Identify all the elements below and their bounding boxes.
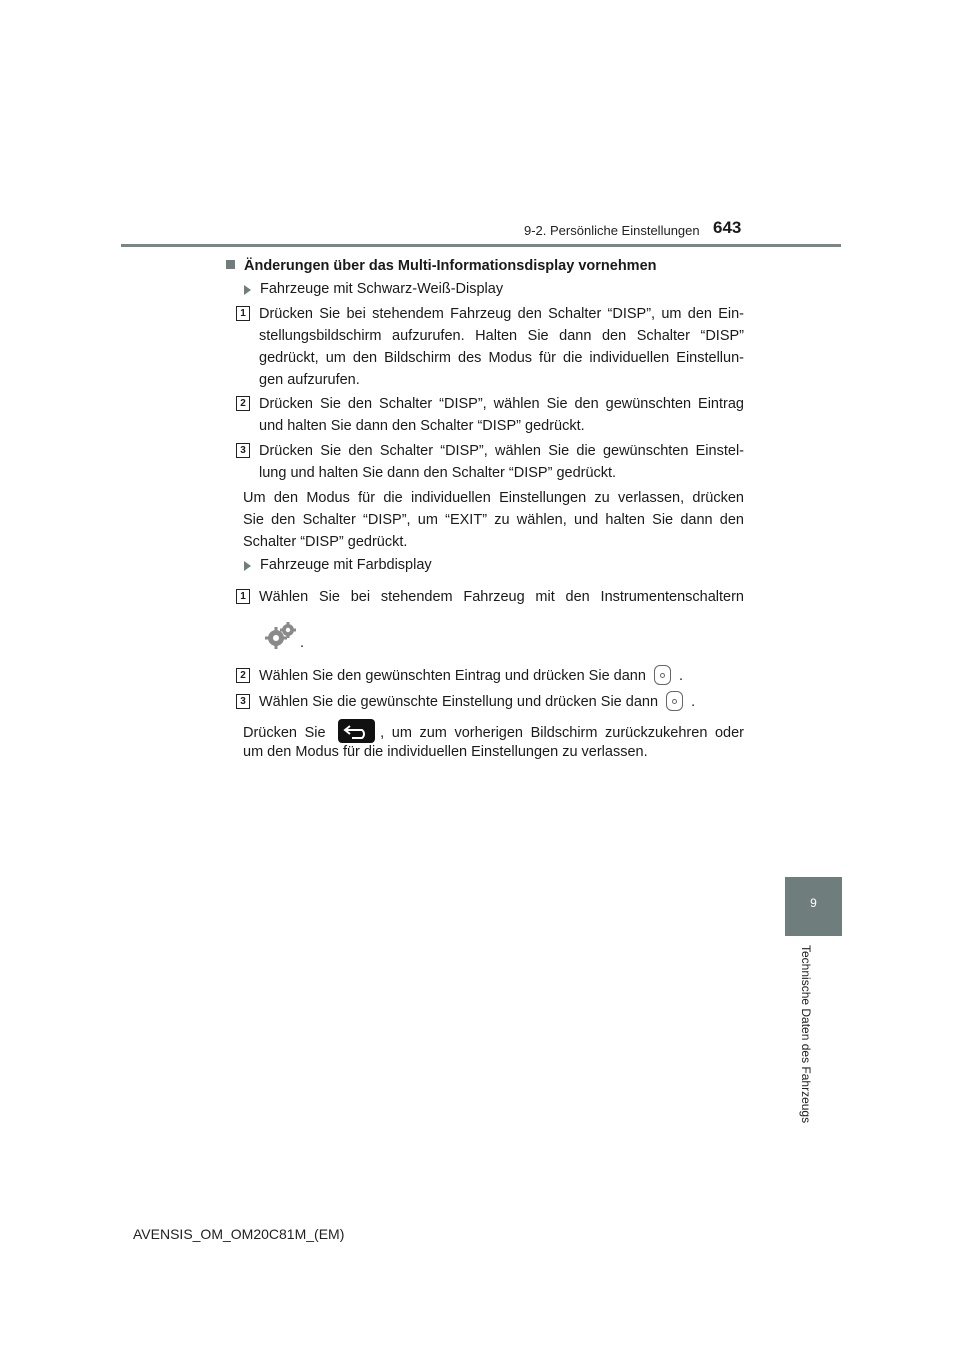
back-text-part: , um zum vorherigen Bildschirm zurückzukehren oder	[380, 725, 745, 741]
header-divider	[121, 244, 841, 247]
triangle-bullet-icon	[244, 285, 251, 295]
step-number: 2	[236, 668, 250, 683]
exit-text: Sie den Schalter “DISP”, um “EXIT” zu wählen, und halten Sie dann den	[243, 512, 744, 528]
chapter-title: Technische Daten des Fahrzeugs	[799, 945, 813, 1124]
step-text-part: Wählen Sie die gewünschte Einstellung und drücken Sie dann	[259, 694, 659, 710]
step-text: gen aufzurufen.	[259, 372, 360, 388]
chapter-number: 9	[810, 896, 817, 910]
step-text: Drücken Sie bei stehendem Fahrzeug den Schalter “DISP”, um den Ein-	[259, 306, 744, 322]
back-text-part: Drücken Sie	[243, 725, 326, 741]
step-text	[259, 665, 683, 687]
ok-button-icon	[666, 691, 683, 711]
step-text: und halten Sie dann den Schalter “DISP” gedrückt.	[259, 418, 585, 434]
triangle-bullet-icon	[244, 561, 251, 571]
settings-gears-icon	[264, 620, 298, 650]
step-text: Drücken Sie den Schalter “DISP”, wählen Sie die gewünschten Einstel-	[259, 443, 744, 459]
color-display-label: Fahrzeuge mit Farbdisplay	[260, 557, 432, 573]
section-heading-text: Änderungen über das Multi-Informationsdisplay vornehmen	[244, 258, 657, 274]
square-bullet-icon	[226, 260, 235, 269]
back-text: um den Modus für die individuellen Einstellungen zu verlassen.	[243, 744, 648, 760]
chapter-tab	[785, 877, 842, 936]
step-number: 2	[236, 396, 250, 411]
exit-text: Um den Modus für die individuellen Einstellungen zu verlassen, drücken	[243, 490, 744, 506]
step-text: .	[300, 635, 305, 651]
step-text: Wählen Sie bei stehendem Fahrzeug mit den Instrumentenschaltern	[259, 589, 744, 605]
step-text: lung und halten Sie dann den Schalter “DISP” gedrückt.	[259, 465, 617, 481]
bw-display-label: Fahrzeuge mit Schwarz-Weiß-Display	[260, 281, 504, 297]
step-text-part: Wählen Sie den gewünschten Eintrag und drücken Sie dann	[259, 668, 646, 684]
step-number: 1	[236, 589, 250, 604]
step-number: 1	[236, 306, 250, 321]
step-text-part: .	[679, 668, 684, 684]
page-number: 643	[713, 218, 742, 237]
step-text: gedrückt, um den Bildschirm des Modus für die individuellen Einstellun-	[259, 350, 744, 366]
exit-text: Schalter “DISP” gedrückt.	[243, 534, 408, 550]
step-number: 3	[236, 443, 250, 458]
back-button-icon	[338, 719, 375, 743]
step-number: 3	[236, 694, 250, 709]
section-heading	[226, 255, 657, 277]
ok-button-icon	[654, 665, 671, 685]
step-text: stellungsbildschirm aufzurufen. Halten Sie dann den Schalter “DISP”	[259, 328, 744, 344]
step-text-part: .	[691, 694, 696, 710]
document-code: AVENSIS_OM_OM20C81M_(EM)	[133, 1226, 345, 1242]
step-text	[259, 691, 695, 713]
step-text: Drücken Sie den Schalter “DISP”, wählen Sie den gewünschten Eintrag	[259, 396, 744, 412]
section-title: 9-2. Persönliche Einstellungen	[524, 223, 700, 238]
